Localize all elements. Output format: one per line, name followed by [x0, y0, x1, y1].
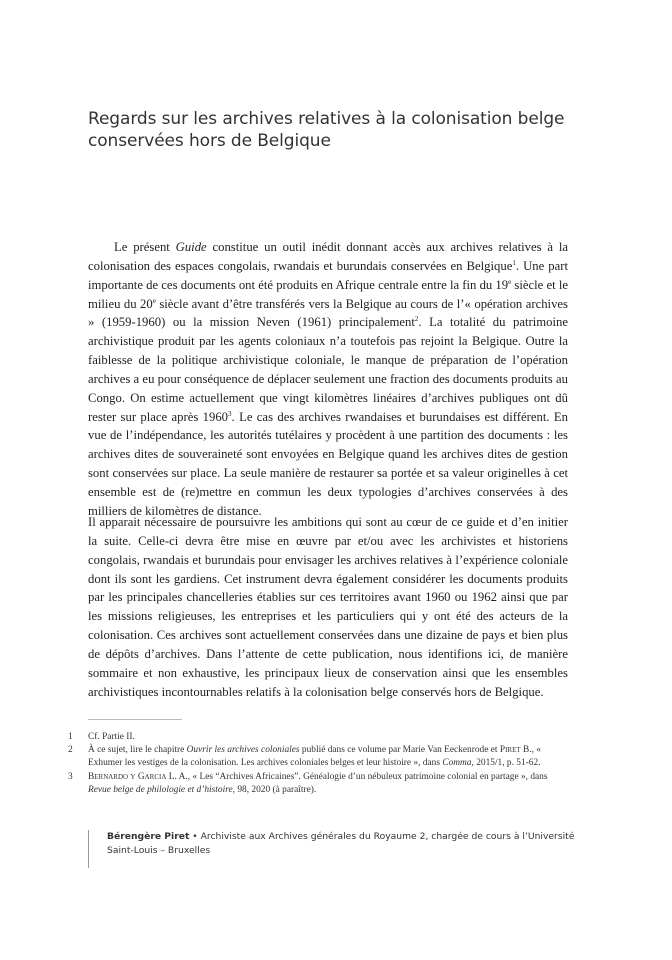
- author-block: [88, 830, 577, 868]
- p1-s1: constitue un outil inédit donnant accès aux archives relatives à la colonisation des espaces congolais, rwandais et burundais conservées en Belgique: [88, 240, 568, 273]
- footnote-ref-2[interactable]: 2: [414, 315, 419, 324]
- p1-s4: siècle avant d’être transférés vers la Belgique au cours de l’« opération archives » (1959-1960) ou la mission Neven (1961) principalement: [88, 296, 568, 330]
- footnote-text: B., « Exhumer les vestiges de la colonisation. Les archives coloniales belges et leur histoire », dans: [88, 745, 541, 769]
- footnote-1: [68, 731, 568, 744]
- footnote-text: L. A., « Les “Archives Africaines”. Généalogie d’un nébuleux patrimoine colonial en partage », dans: [166, 771, 548, 782]
- footnote-title: Ouvrir les archives coloniales: [186, 745, 300, 756]
- p1-intro: Le présent: [114, 240, 176, 254]
- footnote-divider: [88, 719, 182, 720]
- footnote-text: , 98, 2020 (à paraître).: [232, 784, 317, 795]
- footnote-ref-1[interactable]: 1: [512, 258, 516, 267]
- p1-s5: . La totalité du patrimoine archivistique produit par les agents coloniaux n’a toutefois pas rejoint la Belgique. Outre la faiblesse de la politique archivistique coloniale, le manque de préparation de l’opération archives a eu pour conséquence de déplacer seulement une fraction des documents produits au Congo. On estime actuellement que vingt kilomètres linéaires d’archives publiques ont dû rester sur place après 1960: [88, 315, 568, 424]
- footnotes: [68, 731, 568, 797]
- footnote-journal: Revue belge de philologie et d’histoire: [88, 784, 233, 795]
- footnote-2: [68, 744, 568, 770]
- footnote-text: publié dans ce volume par Marie Van Eeckenrode et: [299, 745, 500, 756]
- footnote-author: Bernardo y Garcia: [88, 771, 167, 782]
- page-title: Regards sur les archives relatives à la colonisation belge conservées hors de Belgique: [88, 109, 565, 151]
- p1-s2: . Une part importante de ces documents ont été produits en Afrique centrale entre la fin du 19: [88, 258, 568, 292]
- p1-s6: . Le cas des archives rwandaises et burundaises est différent. En vue de l’indépendance, les autorités tutélaires y procèdent à une partition des documents : les archives dites de souveraineté sont envoyées en Belgique quand les archives dites de gestion sont conservées sur place. La seule manière de restaurer sa portée et sa valeur originelles à cet ensemble est de (re)mettre en commun les deux typologies d’archives conservées à des milliers de kilomètres de distance.: [88, 409, 568, 518]
- author-name: Bérengère Piret: [107, 831, 190, 842]
- paragraph-second: Il apparait nécessaire de poursuivre les ambitions qui sont au cœur de ce guide et d’en initier la suite. Celle-ci devra être mise en œuvre par et/ou avec les archivistes et historiens congolais, rwandais et burundais pour envisager les archives relatives à l’expérience coloniale dont ils sont les gardiens. Cet instrument devra également considérer les documents produits par les principales chancelleries établies sur ces territoires avant 1960 ou 1962 ainsi que par les missions religieuses, les entreprises et les particuliers qui y ont été des acteurs de la colonisation. Ces archives sont actuellement conservées dans une dizaine de pays et bien plus de dépôts d’archives. Dans l’attente de cette publication, nous identifions ici, de manière sommaire et non exhaustive, les principaux lieux de conservation ainsi que les ensembles archivistiques incontournables relatifs à la colonisation belge conservés hors de Belgique.: [88, 515, 568, 699]
- paragraph-intro: [88, 238, 568, 521]
- p1-s3: siècle et le milieu du 20: [88, 277, 568, 311]
- footnote-number: 3: [68, 771, 73, 782]
- footnote-text: , 2015/1, p. 51-62.: [471, 758, 541, 769]
- author-bullet: •: [189, 831, 201, 842]
- ordinal-sup: e: [152, 296, 156, 305]
- footnote-text: Cf. Partie II.: [88, 732, 135, 742]
- author-affiliation: Archiviste aux Archives générales du Royaume 2, chargée de cours à l’Université Saint-Louis – Bruxelles: [107, 831, 575, 856]
- footnote-journal: Comma: [442, 758, 472, 769]
- footnote-author: Piret: [499, 745, 521, 756]
- footnote-3: [68, 771, 568, 797]
- footnote-text: À ce sujet, lire le chapitre: [88, 745, 187, 756]
- guide-term: Guide: [175, 240, 207, 254]
- footnote-number: 2: [68, 745, 73, 756]
- ordinal-sup: e: [508, 277, 512, 286]
- footnote-number: 1: [68, 732, 73, 742]
- footnote-ref-3[interactable]: 3: [228, 409, 232, 418]
